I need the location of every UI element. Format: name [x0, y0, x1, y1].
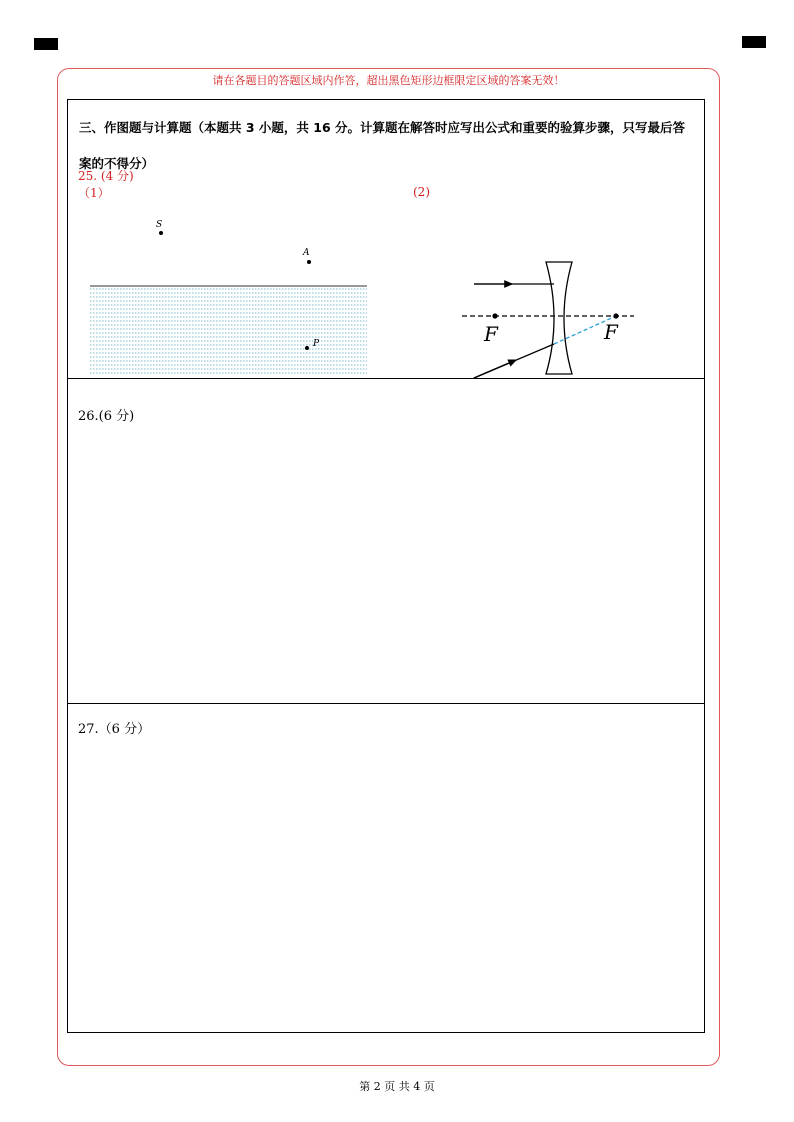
question-26-answer-area[interactable] [68, 430, 704, 702]
divider-q26-q27 [67, 703, 705, 704]
concave-lens-diagram[interactable] [450, 250, 650, 380]
alignment-marker-right [742, 36, 766, 48]
page-number: 第 2 页 共 4 页 [359, 1080, 435, 1093]
water-refraction-diagram[interactable] [80, 210, 380, 380]
water-region [90, 286, 367, 373]
focus-label-right: F [604, 320, 618, 344]
alignment-marker-left [34, 38, 58, 50]
answer-area-warning: 请在各题目的答题区域内作答，超出黑色矩形边框限定区域的答案无效！ [212, 74, 565, 87]
point-s-dot [159, 231, 163, 235]
focus-point-left [492, 313, 497, 318]
incident-ray-oblique-arrow-icon [474, 360, 516, 378]
focus-label-left: F [484, 322, 498, 346]
question-25-label: 25. (4 分) [78, 169, 134, 183]
divider-q25-q26 [67, 378, 705, 379]
question-25-part-1-label: （1） [78, 186, 110, 200]
question-26-label: 26.(6 分) [78, 409, 135, 424]
point-a-dot [307, 260, 311, 264]
section-title: 三、作图题与计算题（本题共 3 小题，共 16 分。计算题在解答时应写出公式和重要的验算步骤，只写最后答案的不得分） [79, 120, 686, 171]
point-s-label: S [156, 220, 163, 230]
point-p-dot [305, 346, 309, 350]
focus-point-right [613, 313, 618, 318]
question-27-label: 27.（6 分） [78, 722, 151, 737]
question-25-part-2-label: (2) [413, 185, 430, 199]
question-27-answer-area[interactable] [68, 745, 704, 1031]
point-p-label: P [313, 339, 320, 349]
point-a-label: A [303, 248, 310, 258]
concave-lens [546, 262, 572, 374]
